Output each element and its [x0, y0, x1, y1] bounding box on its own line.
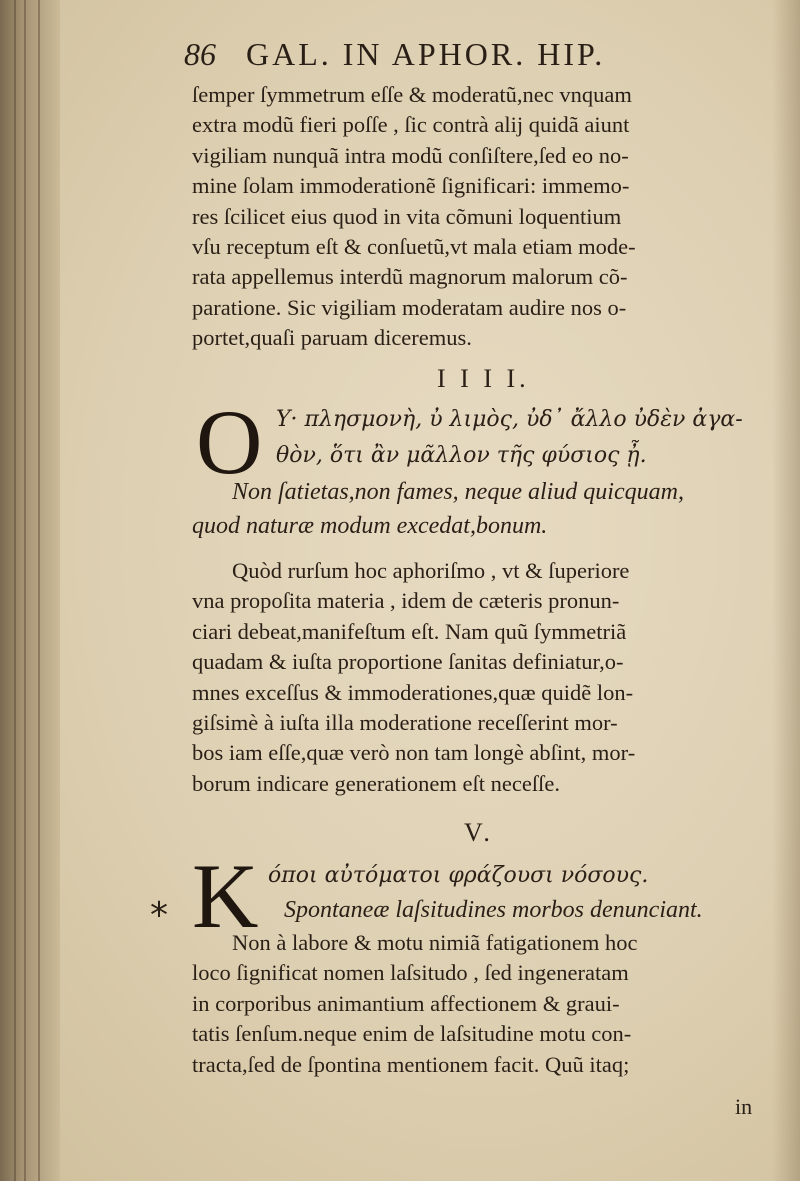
text-line: mine ſolam immoderationẽ ſignificari: immemo- [192, 173, 630, 199]
running-title: GAL. IN APHOR. HIP. [246, 36, 606, 72]
text-line: borum indicare generationem eſt neceſſe. [192, 770, 560, 796]
text-line: vigiliam nunquã intra modũ conſiſtere,ſed eo no- [192, 142, 629, 168]
text-line: in corporibus animantium affectionem & graui- [192, 990, 620, 1016]
text-line: Non à labore & motu nimiã fatigationem hoc [232, 930, 638, 955]
commentary-block-1 [192, 80, 774, 354]
asterisk-marker: * [150, 895, 168, 936]
gutter-line [14, 0, 16, 1181]
drop-capital-k: K [192, 845, 259, 947]
aphorism-number-4: I I I I. [437, 364, 530, 393]
running-header [184, 36, 774, 76]
gutter-line [38, 0, 40, 1181]
catchword: in [735, 1094, 753, 1119]
text-line: bos iam eſſe,quæ verò non tam longè abſint, mor- [192, 740, 636, 766]
latin-aphorism-line: quod naturæ modum excedat,bonum. [192, 513, 548, 539]
text-line: ciari debeat,manifeſtum eſt. Nam quũ ſymmetriã [192, 618, 627, 644]
greek-aphorism-line: Υ· πλησμονὴ, ὐ λιμὸς, ὐδ᾽ ἄλλο ὐδὲν ἀγα- [276, 407, 743, 432]
text-line: mnes exceſſus & immoderationes,quæ quidẽ lon- [192, 679, 634, 705]
text-line: tatis ſenſum.neque enim de laſsitudine motu con- [192, 1021, 632, 1047]
latin-aphorism-line: Spontaneæ laſsitudines morbos denunciant. [284, 897, 703, 923]
text-line: vna propoſita materia , idem de cæteris pronun- [192, 588, 620, 614]
text-line: res ſcilicet eius quod in vita cõmuni loquentium [192, 203, 622, 229]
greek-aphorism-line: όποι αὐτόματοι φράζουσι νόσους. [268, 863, 649, 888]
text-line: portet,quaſi paruam diceremus. [192, 325, 472, 351]
page-edge-shadow [772, 0, 800, 1181]
text-line: ſemper ſymmetrum eſſe & moderatũ,nec vnquam [192, 82, 632, 107]
text-line: Quòd rurſum hoc aphoriſmo , vt & ſuperiore [232, 558, 630, 583]
text-line: loco ſignificat nomen laſsitudo , ſed ingeneratam [192, 960, 629, 986]
gutter-line [24, 0, 26, 1181]
binding-gutter [0, 0, 60, 1181]
commentary-block-2 [192, 556, 774, 799]
text-line: rata appellemus interdũ magnorum malorum cõ- [192, 264, 628, 290]
aphorism-number-5: V. [464, 818, 494, 847]
text-line: quadam & iuſta proportione ſanitas definiatur,o- [192, 649, 624, 675]
text-line: giſsimè à iuſta illa moderatione receſſerint mor- [192, 709, 618, 735]
page-number: 86 [184, 36, 216, 72]
text-line: tracta,ſed de ſpontina mentionem facit. Quũ itaq; [192, 1051, 630, 1077]
latin-aphorism-line: Non ſatietas,non fames, neque aliud quicquam, [232, 479, 684, 505]
text-line: paratione. Sic vigiliam moderatam audire nos o- [192, 294, 627, 320]
commentary-block-3 [192, 928, 774, 1080]
greek-aphorism-line: θὸν, ὅτι ἂν μᾶλλον τῆς φύσιος ᾖ. [276, 443, 647, 468]
text-line: extra modũ fieri poſſe , ſic contrà alij quidã aiunt [192, 112, 630, 138]
drop-capital-o: O [196, 391, 263, 493]
text-line: vſu receptum eſt & conſuetũ,vt mala etiam mode- [192, 233, 636, 259]
